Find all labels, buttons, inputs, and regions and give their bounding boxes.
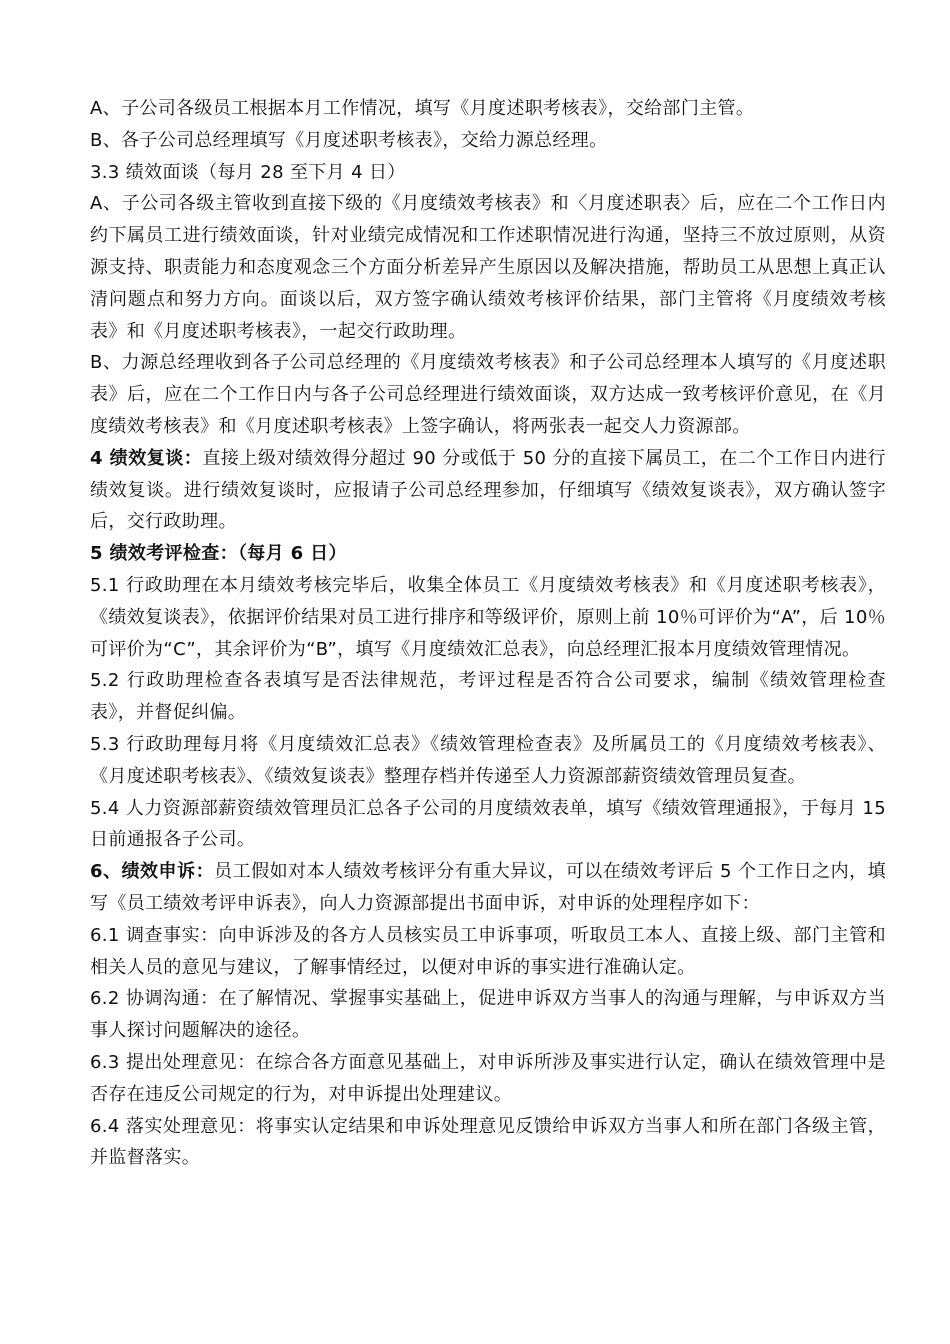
- section-5-heading: [90, 538, 886, 570]
- paragraph-1: [90, 93, 886, 125]
- paragraph-text: 5.1 行政助理在本月绩效考核完毕后，收集全体员工《月度绩效考核表》和《月度述职考核表》，《绩效复谈表》，依据评价结果对员工进行排序和等级评价，原则上前 10％可评价为“A”，后 10％可评价为“C”，其余评价为“B”，填写《月度绩效汇总表》，向总经理汇报本月度绩效管理情况。: [90, 574, 886, 660]
- paragraph-text: B、各子公司总经理填写《月度述职考核表》，交给力源总经理。: [90, 129, 608, 151]
- paragraph-5-1: [90, 570, 886, 665]
- paragraph-2: [90, 125, 886, 157]
- paragraph-text: 5.4 人力资源部薪资绩效管理员汇总各子公司的月度绩效表单，填写《绩效管理通报》，于每月 15 日前通报各子公司。: [90, 797, 886, 851]
- section-heading: 5 绩效考评检查：（每月 6 日）: [90, 543, 347, 565]
- section-heading-3-3: [90, 157, 886, 189]
- paragraph-6-1: [90, 920, 886, 984]
- paragraph-text: 6.2 协调沟通：在了解情况、掌握事实基础上，促进申诉双方当事人的沟通与理解，与申诉双方当事人探讨问题解决的途径。: [90, 988, 886, 1042]
- paragraph-text: 员工假如对本人绩效考核评分有重大异议，可以在绩效考评后 5 个工作日之内，填写《员工绩效考评申诉表》，向人力资源部提出书面申诉，对申诉的处理程序如下：: [90, 861, 886, 914]
- section-4-performance-review: [90, 443, 886, 538]
- paragraph-6-4: [90, 1111, 886, 1175]
- paragraph-5-3: [90, 729, 886, 793]
- section-6-appeal: [90, 856, 886, 920]
- paragraph-text: 6.1 调查事实：向申诉涉及的各方人员核实员工申诉事项，听取员工本人、直接上级、部门主管和相关人员的意见与建议，了解事情经过，以便对申诉的事实进行准确认定。: [90, 924, 886, 978]
- paragraph-text: 5.2 行政助理检查各表填写是否法律规范，考评过程是否符合公司要求，编制《绩效管理检查表》，并督促纠偏。: [90, 670, 886, 724]
- paragraph-6-2: [90, 983, 886, 1047]
- paragraph-text: 6.4 落实处理意见：将事实认定结果和申诉处理意见反馈给申诉双方当事人和所在部门各级主管，并监督落实。: [90, 1115, 886, 1169]
- paragraph-text: 3.3 绩效面谈（每月 28 至下月 4 日）: [90, 161, 406, 183]
- paragraph-text: A、子公司各级员工根据本月工作情况，填写《月度述职考核表》，交给部门主管。: [90, 98, 755, 119]
- paragraph-text: B、力源总经理收到各子公司总经理的《月度绩效考核表》和子公司总经理本人填写的《月度述职表》后，应在二个工作日内与各子公司总经理进行绩效面谈，双方达成一致考核评价意见，在《月度绩效考核表》和《月度述职考核表》上签字确认，将两张表一起交人力资源部。: [90, 352, 886, 437]
- section-heading: 6、绩效申诉：: [90, 861, 215, 883]
- paragraph-text: 6.3 提出处理意见：在综合各方面意见基础上，对申诉所涉及事实进行认定，确认在绩效管理中是否存在违反公司规定的行为，对申诉提出处理建议。: [90, 1051, 886, 1105]
- section-heading: 4 绩效复谈：: [90, 447, 203, 469]
- paragraph-5: [90, 347, 886, 442]
- paragraph-5-4: [90, 793, 886, 857]
- paragraph-6-3: [90, 1047, 886, 1111]
- paragraph-text: 直接上级对绩效得分超过 90 分或低于 50 分的直接下属员工，在二个工作日内进行绩效复谈。进行绩效复谈时，应报请子公司总经理参加，仔细填写《绩效复谈表》，双方确认签字后，交行政助理。: [90, 447, 886, 533]
- document-page: [90, 93, 886, 1174]
- paragraph-4: [90, 188, 886, 347]
- paragraph-5-2: [90, 665, 886, 729]
- paragraph-text: A、子公司各级主管收到直接下级的《月度绩效考核表》和〈月度述职表〉后，应在二个工作日内约下属员工进行绩效面谈，针对业绩完成情况和工作述职情况进行沟通，坚持三不放过原则，从资源支持、职责能力和态度观念三个方面分析差异产生原因以及解决措施，帮助员工从思想上真正认清问题点和努力方向。面谈以后，双方签字确认绩效考核评价结果，部门主管将《月度绩效考核表》和《月度述职考核表》，一起交行政助理。: [90, 193, 886, 342]
- paragraph-text: 5.3 行政助理每月将《月度绩效汇总表》《绩效管理检查表》及所属员工的《月度绩效考核表》、《月度述职考核表》、《绩效复谈表》整理存档并传递至人力资源部薪资绩效管理员复查。: [90, 733, 886, 787]
